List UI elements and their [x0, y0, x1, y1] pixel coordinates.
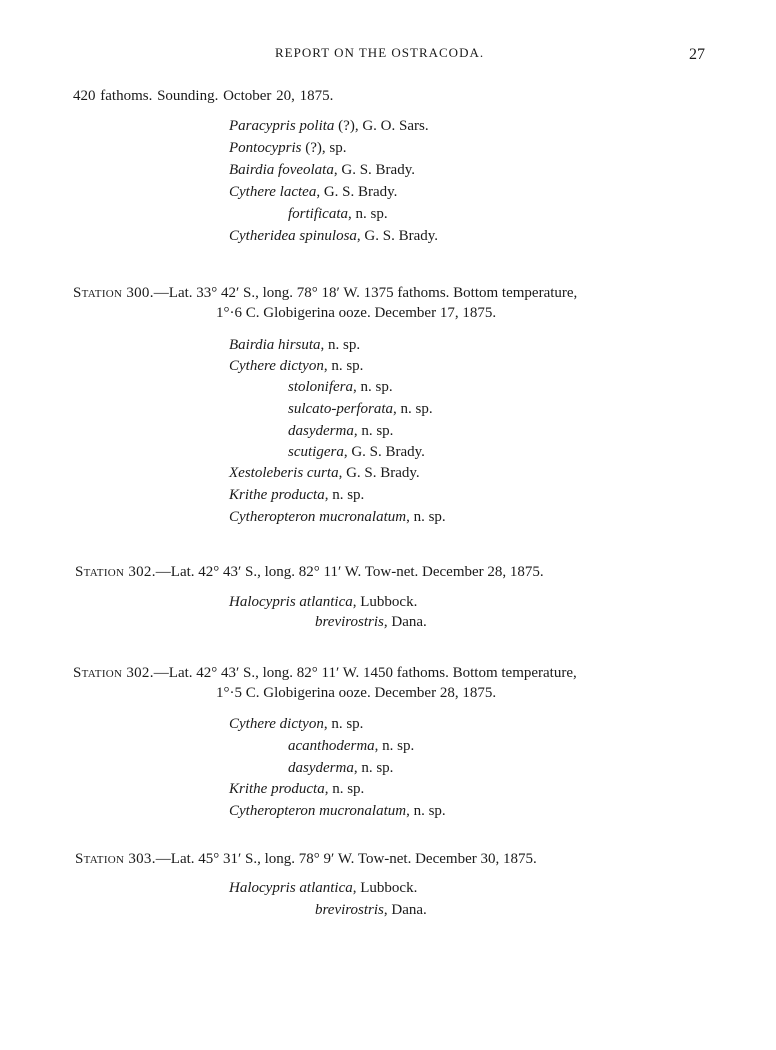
species-entry: brevirostris, Dana.: [315, 902, 427, 918]
species-entry: Halocypris atlantica, Lubbock.: [229, 880, 418, 896]
species-entry: Halocypris atlantica, Lubbock.: [229, 594, 418, 610]
species-entry: Krithe producta, n. sp.: [229, 487, 365, 503]
species-entry: dasyderma, n. sp.: [288, 423, 394, 439]
species-entry: Krithe producta, n. sp.: [229, 781, 365, 797]
species-entry: Cytheridea spinulosa, G. S. Brady.: [229, 228, 439, 244]
species-entry: stolonifera, n. sp.: [288, 379, 393, 395]
station-label: Station 302.: [73, 665, 154, 681]
page-number: 27: [689, 46, 705, 63]
species-entry: acanthoderma, n. sp.: [288, 738, 415, 754]
species-entry: Cythere lactea, G. S. Brady.: [229, 184, 398, 200]
species-entry: fortificata, n. sp.: [288, 206, 388, 222]
station-label: Station 302.: [75, 564, 156, 580]
species-entry: Cytheropteron mucronalatum, n. sp.: [229, 509, 446, 525]
species-entry: Xestoleberis curta, G. S. Brady.: [229, 465, 420, 481]
running-header: REPORT ON THE OSTRACODA.: [275, 45, 485, 60]
station-label: Station 300.: [73, 285, 154, 301]
species-entry: sulcato-perforata, n. sp.: [288, 401, 433, 417]
species-entry: scutigera, G. S. Brady.: [288, 444, 425, 460]
station-label: Station 303.: [75, 851, 156, 867]
species-entry: Pontocypris (?), sp.: [229, 140, 347, 156]
station-heading: Station 302.—Lat. 42° 43′ S., long. 82° 11′ W. 1450 fathoms. Bottom temperature,: [73, 665, 577, 681]
species-entry: Paracypris polita (?), G. O. Sars.: [229, 118, 429, 134]
species-entry: Cytheropteron mucronalatum, n. sp.: [229, 803, 446, 819]
species-entry: Cythere dictyon, n. sp.: [229, 716, 364, 732]
species-entry: Bairdia hirsuta, n. sp.: [229, 337, 361, 353]
station-heading-cont: 1°·5 C. Globigerina ooze. December 28, 1875.: [216, 685, 497, 701]
species-entry: dasyderma, n. sp.: [288, 760, 394, 776]
species-entry: Cythere dictyon, n. sp.: [229, 358, 364, 374]
station-heading: Station 302.—Lat. 42° 43′ S., long. 82° 11′ W. Tow-net. December 28, 1875.: [75, 564, 544, 580]
station-heading: Station 300.—Lat. 33° 42′ S., long. 78° 18′ W. 1375 fathoms. Bottom temperature,: [73, 285, 578, 301]
species-entry: brevirostris, Dana.: [315, 614, 427, 630]
station-heading-cont: 1°·6 C. Globigerina ooze. December 17, 1875.: [216, 305, 497, 321]
species-entry: Bairdia foveolata, G. S. Brady.: [229, 162, 415, 178]
station-heading: Station 303.—Lat. 45° 31′ S., long. 78° 9′ W. Tow-net. December 30, 1875.: [75, 851, 537, 867]
section-heading: 420 fathoms. Sounding. October 20, 1875.: [73, 88, 334, 104]
